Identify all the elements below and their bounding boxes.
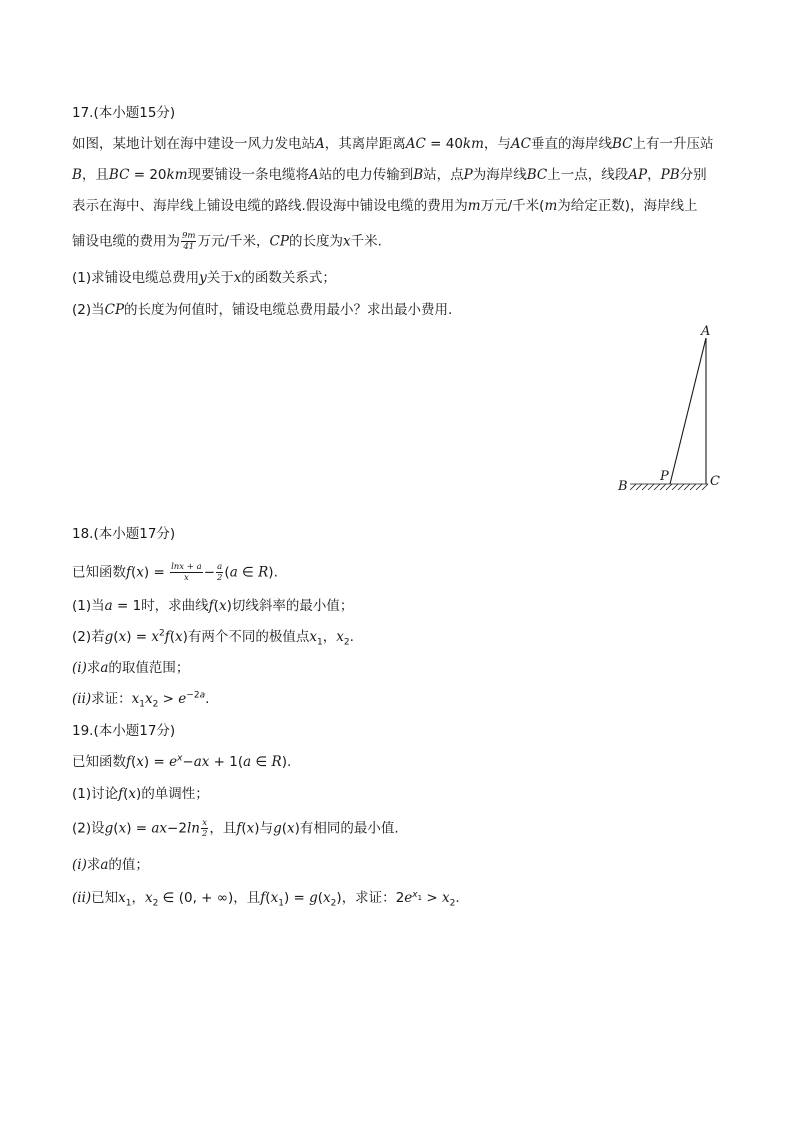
q18-part-1: (1)当a = 1时，求曲线f(x)切线斜率的最小值； xyxy=(72,598,354,614)
q18-item-ii: (ii)求证：$x_1x_2 > e^{-2a}$. xyxy=(72,690,210,710)
q18-part-2: (2)若$g(x) = x^2f(x)$有两个不同的极值点$x_1$，$x_2$. xyxy=(72,628,354,648)
q17-line-1: 如图，某地计划在海中建设一风力发电站A，其离岸距离AC = 40km，与AC垂直的海岸线BC上有一升压站 xyxy=(72,136,714,152)
q17-header: 17.(本小题15分) xyxy=(72,105,176,121)
label-B: B xyxy=(618,479,628,494)
q19-part-1: (1)讨论f(x)的单调性； xyxy=(72,786,209,802)
triangle-figure xyxy=(612,318,724,496)
q17-part-1: (1)求铺设电缆总费用y关于x的函数关系式； xyxy=(72,270,336,286)
coastline-hatch xyxy=(630,484,708,490)
segment-AP xyxy=(670,338,706,484)
q18-header: 18.(本小题17分) xyxy=(72,526,176,542)
q19-item-ii: (ii)已知$x_1$，$x_2$ ∈ (0, + ∞)，且$f(x_1) = g(x_2)$，求证：$2e^{x_1} > x_2$. xyxy=(72,889,460,909)
q17-line-4: 铺设电缆的费用为 $\frac{9m}{41}$ 万元/千米，CP的长度为x千米. xyxy=(72,231,382,252)
q18-line-1: 已知函数f(x) = $\frac{\ln x + a}{x}$ − $\frac{a}{2}$ (a ∈ R). xyxy=(72,562,278,583)
q17-line-3: 表示在海中、海岸线上铺设电缆的路线.假设海中铺设电缆的费用为m万元/千米(m为给定正数)，海岸线上 xyxy=(72,198,698,214)
label-P: P xyxy=(660,469,669,484)
q19-part-2: (2)设g(x) = ax−2ln $\frac{x}{2}$ ，且f(x)与g(x)有相同的最小值. xyxy=(72,818,399,839)
q17-part-2: (2)当CP的长度为何值时，铺设电缆总费用最小？求出最小费用. xyxy=(72,302,453,318)
label-A: A xyxy=(701,324,711,339)
label-C: C xyxy=(710,474,720,489)
q19-line-1: 已知函数$f(x) = e^x-ax + 1(a$ ∈ R). xyxy=(72,753,292,770)
q19-item-i: (i)求a的值； xyxy=(72,857,149,873)
q18-item-i: (i)求a的取值范围； xyxy=(72,660,190,676)
q17-line-2: B，且BC = 20km现要铺设一条电缆将A站的电力传输到B站，点P为海岸线BC上一点，线段AP，PB分别 xyxy=(72,167,707,183)
q19-header: 19.(本小题17分) xyxy=(72,723,176,739)
